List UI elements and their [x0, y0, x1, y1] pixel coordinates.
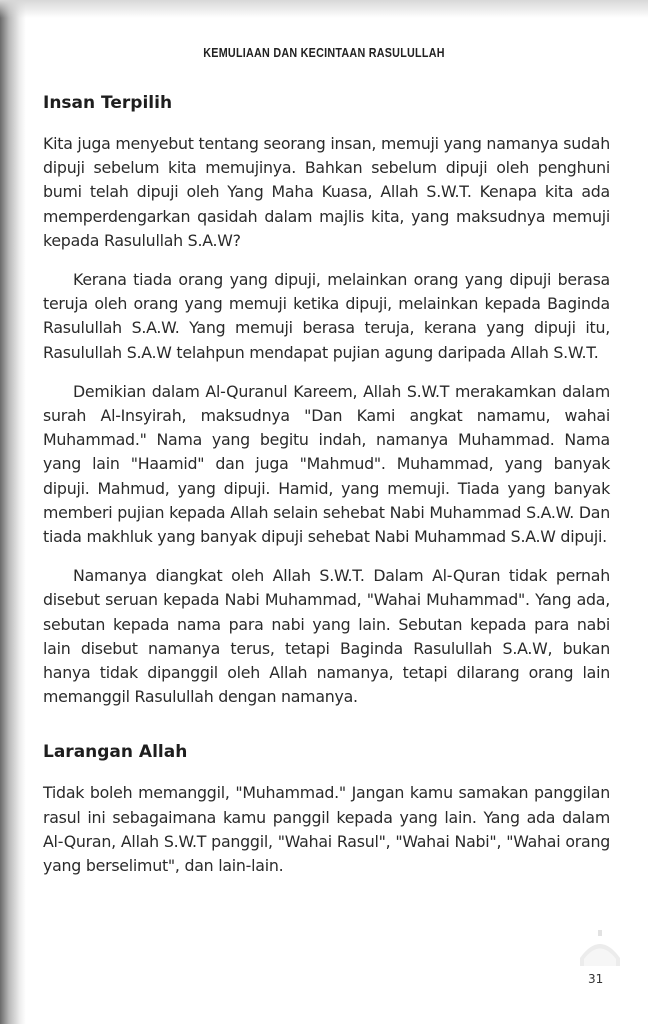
paragraph: Kerana tiada orang yang dipuji, melainkan orang yang dipuji berasa teruja oleh orang yang memuji ketika dipuji, melainkan kepada Baginda Rasulullah S.A.W. Yang memuji berasa teruja, kerana yang dipuji itu, Rasulullah S.A.W telahpun mendapat pujian agung daripada Allah S.W.T.	[43, 270, 610, 362]
paragraph: Demikian dalam Al-Quranul Kareem, Allah S.W.T merakamkan dalam surah Al-Insyirah, maksudnya "Dan Kami angkat namamu, wahai Muhammad." Nama yang begitu indah, namanya Muhammad. Nama yang lain "Haamid" dan juga "Mahmud". Muhammad, yang banyak dipuji. Mahmud, yang dipuji. Hamid, yang memuji. Tiada yang banyak memberi pujian kepada Allah selain sehebat Nabi Muhammad S.A.W. Dan tiada makhluk yang banyak dipuji sehebat Nabi Muhammad S.A.W dipuji.	[43, 381, 610, 547]
running-header: KEMULIAAN DAN KECINTAAN RASULULLAH	[203, 46, 445, 60]
page-number: 31	[588, 972, 604, 986]
paragraph: Tidak boleh memanggil, "Muhammad." Jangan kamu samakan panggilan rasul ini sebagaimana kamu panggil kepada yang lain. Yang ada dalam Al-Quran, Allah S.W.T panggil, "Wahai Rasul", "Wahai Nabi", "Wahai orang yang berselimut", dan lain-lain.	[43, 783, 610, 876]
top-edge-shade	[0, 0, 648, 18]
paragraph: Kita juga menyebut tentang seorang insan, memuji yang namanya sudah dipuji sebelum kita memujinya. Bahkan sebelum dipuji oleh penghuni bumi telah dipuji oleh Yang Maha Kuasa, Allah S.W.T. Kenapa kita ada memperdengarkan qasidah dalam majlis kita, yang maksudnya memuji kepada Rasulullah S.A.W?	[43, 134, 610, 250]
section-heading-larangan-allah: Larangan Allah	[43, 742, 188, 763]
paragraph: Namanya diangkat oleh Allah S.W.T. Dalam Al-Quran tidak pernah disebut seruan kepada Nabi Muhammad, "Wahai Muhammad". Yang ada, sebutan kepada nama para nabi yang lain. Sebutan kepada para nabi lain disebut namanya terus, tetapi Baginda Rasulullah S.A.W, bukan hanya tidak dipanggil oleh Allah namanya, tetapi dilarang orang lain memanggil Rasulullah dengan namanya.	[43, 566, 610, 707]
binding-shadow	[0, 0, 26, 1024]
dome-ornament-icon	[576, 928, 624, 968]
page-body	[43, 88, 610, 878]
section-heading-insan-terpilih: Insan Terpilih	[43, 93, 173, 113]
